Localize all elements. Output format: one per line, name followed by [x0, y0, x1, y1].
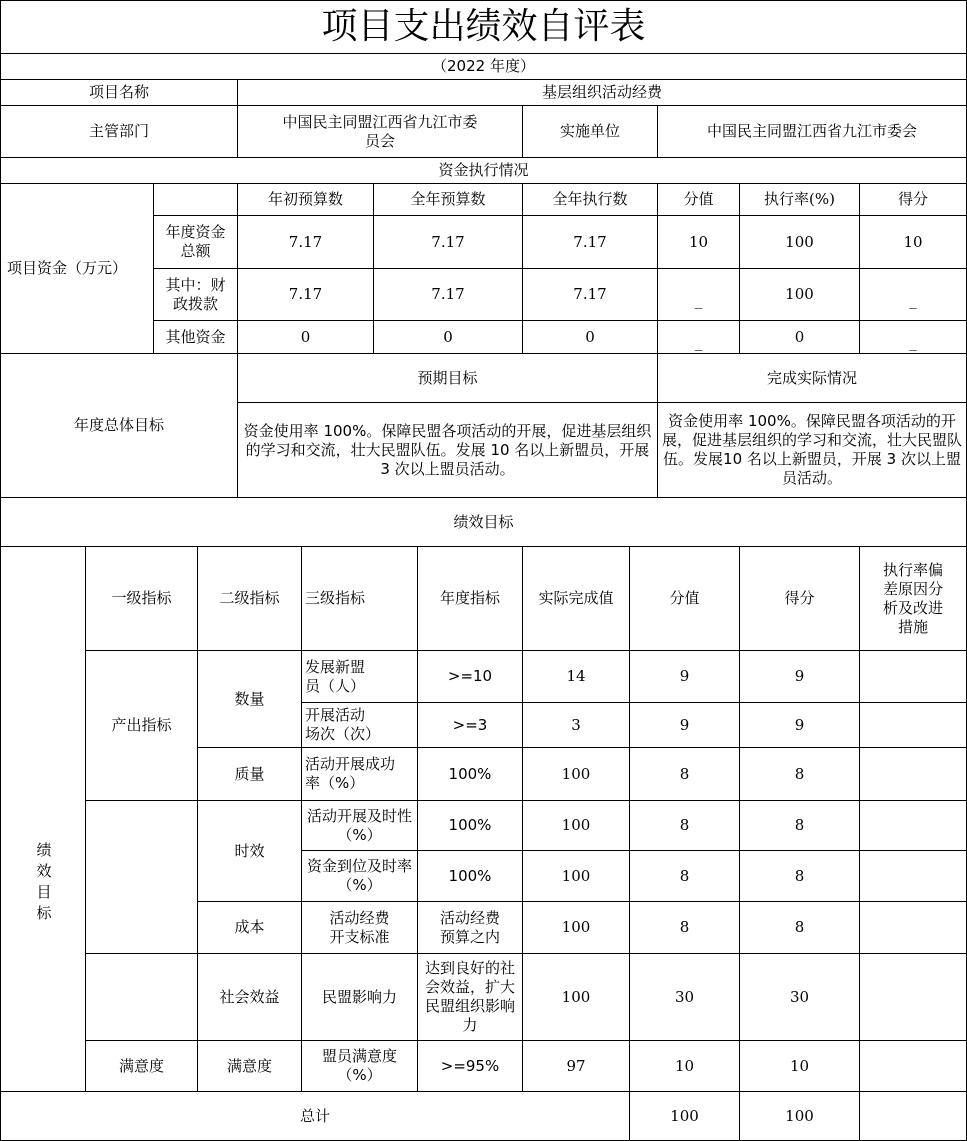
goals-expected-header — [237, 353, 658, 403]
score-value-text: 8 — [679, 764, 690, 783]
funds-header-annual-text: 全年预算数 — [410, 190, 486, 208]
funds-row-label — [0, 183, 154, 354]
actual-text: 3 — [571, 715, 581, 734]
funds-header-initial-text: 年初预算数 — [267, 190, 343, 208]
score-value-cell — [629, 1040, 740, 1092]
level3-text: 活动经费开支标准 — [329, 908, 390, 946]
score-value-text: 30 — [674, 987, 695, 1006]
funds-header-score-value-text: 分值 — [683, 190, 714, 208]
funds-section-title — [0, 157, 967, 184]
target-cell — [417, 800, 523, 851]
funds-cell-text: 7.17 — [431, 285, 465, 303]
funds-header-score-text: 得分 — [897, 190, 928, 208]
level2-text: 成本 — [234, 918, 265, 936]
level1-empty — [85, 953, 198, 1041]
level3-text: 活动开展及时性（%） — [306, 806, 412, 844]
funds-cell-executed — [522, 320, 658, 354]
funds-cell-score-value — [657, 215, 740, 269]
funds-cell-rate — [739, 268, 860, 321]
perf-header-text: 一级指标 — [111, 589, 172, 607]
goals-expected-text-content: 资金使用率 100%。保障民盟各项活动的开展，促进基层组织的学习和交流，壮大民盟队伍。发展 10 名以上新盟员，开展 3 次以上盟员活动。 — [243, 421, 652, 478]
score-value-cell — [629, 953, 740, 1041]
goals-actual-text — [657, 402, 967, 498]
perf-header-score-value — [629, 546, 740, 651]
perf-header-level2 — [197, 546, 302, 651]
perf-header-text: 分值 — [669, 589, 700, 607]
level3-cell — [301, 747, 418, 801]
level1-text: 满意度 — [118, 1056, 164, 1075]
year-label — [0, 53, 967, 80]
score-cell — [739, 650, 860, 703]
level3-text: 发展新盟员（人） — [305, 657, 366, 695]
funds-cell-text: 0 — [585, 327, 595, 346]
actual-text: 100 — [561, 987, 591, 1006]
actual-cell — [522, 901, 630, 954]
funds-header-initial — [237, 183, 374, 216]
level3-cell — [301, 702, 418, 748]
score-cell — [739, 1040, 860, 1092]
target-cell — [417, 650, 523, 703]
performance-side-label-text: 绩效目标 — [34, 842, 53, 926]
level2-timeliness — [197, 800, 302, 902]
score-value-text: 9 — [679, 715, 690, 734]
target-text: 活动经费预算之内 — [439, 908, 500, 946]
score-value-text: 8 — [679, 918, 690, 936]
level2-cost — [197, 901, 302, 954]
level3-text: 民盟影响力 — [321, 987, 397, 1006]
funds-cell-text: 7.17 — [288, 232, 323, 251]
funds-header-empty — [153, 183, 238, 216]
funds-header-executed-text: 全年执行数 — [552, 190, 628, 208]
analysis-cell[interactable] — [859, 800, 967, 851]
funds-cell-text: _ — [909, 332, 917, 351]
perf-header-analysis — [859, 546, 967, 651]
goals-expected-header-text: 预期目标 — [417, 368, 478, 387]
funds-header-annual — [373, 183, 523, 216]
score-text: 30 — [789, 987, 810, 1006]
level3-cell — [301, 850, 418, 902]
goals-actual-header — [657, 353, 967, 403]
perf-header-target — [417, 546, 523, 651]
impl-label — [522, 105, 658, 158]
funds-cell-initial — [237, 268, 374, 321]
level2-text: 数量 — [234, 689, 265, 708]
target-cell — [417, 953, 523, 1041]
funds-cell-score-value — [657, 268, 740, 321]
score-text: 8 — [794, 816, 805, 834]
total-score — [739, 1091, 860, 1141]
target-cell — [417, 850, 523, 902]
performance-section-title — [0, 497, 967, 547]
level1-text: 产出指标 — [111, 716, 172, 734]
target-cell — [417, 901, 523, 954]
perf-header-text: 实际完成值 — [538, 589, 614, 607]
impl-value-text: 中国民主同盟江西省九江市委会 — [706, 122, 917, 140]
funds-cell-text: _ — [694, 332, 703, 351]
actual-text: 100 — [561, 764, 591, 783]
total-score-text: 100 — [785, 1106, 814, 1125]
page-title-text: 项目支出绩效自评表 — [321, 6, 646, 47]
perf-header-text: 得分 — [784, 589, 815, 607]
funds-cell-rate — [739, 215, 860, 269]
level2-text: 满意度 — [226, 1056, 272, 1075]
funds-cell-text: 0 — [794, 327, 805, 346]
score-cell — [739, 850, 860, 902]
level2-text: 时效 — [234, 841, 265, 860]
funds-header-score-value — [657, 183, 740, 216]
target-text: 100% — [448, 866, 492, 885]
funds-cell-text: 7.17 — [431, 232, 465, 251]
funds-header-executed — [522, 183, 658, 216]
perf-header-text: 二级指标 — [219, 589, 280, 607]
project-name-value-text: 基层组织活动经费 — [541, 83, 662, 101]
funds-header-rate — [739, 183, 860, 216]
funds-cell-text: 10 — [903, 232, 923, 251]
level2-satisfaction — [197, 1040, 302, 1092]
project-name-label-text: 项目名称 — [88, 83, 149, 101]
level3-text: 活动开展成功率（%） — [305, 755, 396, 792]
analysis-cell[interactable] — [859, 747, 967, 801]
actual-text: 14 — [566, 667, 586, 685]
target-text: 达到良好的社会效益，扩大民盟组织影响力 — [425, 959, 516, 1034]
actual-cell — [522, 850, 630, 902]
analysis-cell[interactable] — [859, 901, 967, 954]
perf-header-score — [739, 546, 860, 651]
actual-cell — [522, 800, 630, 851]
score-text: 9 — [794, 715, 805, 734]
actual-cell — [522, 1040, 630, 1092]
funds-cell-score-value — [657, 320, 740, 354]
project-name-label — [0, 79, 238, 106]
performance-side-label — [0, 546, 86, 1092]
funds-cell-text: _ — [694, 291, 703, 309]
funds-row-label-text: 项目资金（万元） — [7, 259, 128, 277]
score-value-text: 10 — [674, 1056, 695, 1075]
score-text: 8 — [794, 918, 805, 936]
funds-cell-executed — [522, 215, 658, 269]
year-text: （2022 年度） — [432, 57, 535, 75]
score-value-cell — [629, 800, 740, 851]
funds-row-label-total — [153, 215, 238, 269]
level3-text: 资金到位及时率（%） — [306, 857, 412, 894]
actual-text: 100 — [561, 816, 591, 834]
goals-row-label-text: 年度总体目标 — [73, 416, 164, 434]
funds-cell-text: 7.17 — [573, 232, 607, 251]
score-value-cell — [629, 850, 740, 902]
perf-header-level3 — [301, 546, 418, 651]
funds-cell-annual — [373, 268, 523, 321]
score-cell — [739, 953, 860, 1041]
analysis-cell[interactable] — [859, 953, 967, 1041]
funds-cell-annual — [373, 320, 523, 354]
goals-actual-header-text: 完成实际情况 — [766, 368, 857, 387]
actual-text: 97 — [566, 1056, 586, 1075]
target-cell — [417, 747, 523, 801]
actual-text: 100 — [561, 918, 591, 936]
funds-cell-text: 0 — [443, 327, 453, 346]
funds-section-title-text: 资金执行情况 — [438, 161, 529, 179]
project-name-value — [237, 79, 967, 106]
level1-output — [85, 650, 198, 801]
score-value-cell — [629, 650, 740, 703]
funds-cell-text: 7.17 — [288, 285, 323, 303]
level3-cell — [301, 650, 418, 703]
target-text: >=3 — [452, 715, 488, 734]
perf-header-level1 — [85, 546, 198, 651]
total-score-value — [629, 1091, 740, 1141]
level2-text: 质量 — [234, 764, 265, 783]
funds-row-label-text: 年度资金总额 — [165, 223, 226, 260]
analysis-cell[interactable] — [859, 850, 967, 902]
score-value-text: 9 — [679, 667, 690, 685]
funds-cell-score — [859, 320, 967, 354]
score-value-text: 8 — [679, 866, 690, 885]
funds-row-label-other — [153, 320, 238, 354]
goals-row-label — [0, 353, 238, 498]
total-label-text: 总计 — [299, 1106, 330, 1125]
level3-cell — [301, 901, 418, 954]
score-cell — [739, 747, 860, 801]
funds-cell-score — [859, 268, 967, 321]
target-text: >=95% — [440, 1056, 500, 1075]
level3-text: 开展活动场次（次） — [305, 706, 381, 743]
performance-section-title-text: 绩效目标 — [453, 512, 514, 531]
perf-header-text: 三级指标 — [305, 589, 366, 607]
target-text: >=10 — [447, 667, 493, 685]
level2-quantity — [197, 650, 302, 748]
funds-cell-initial — [237, 320, 374, 354]
analysis-cell[interactable] — [859, 650, 967, 703]
total-analysis[interactable] — [859, 1091, 967, 1141]
score-value-cell — [629, 702, 740, 748]
score-cell — [739, 702, 860, 748]
actual-cell — [522, 702, 630, 748]
perf-header-text: 年度指标 — [439, 589, 500, 607]
analysis-cell[interactable] — [859, 1040, 967, 1092]
page-title — [0, 0, 967, 54]
level3-cell — [301, 800, 418, 851]
goals-expected-text — [237, 402, 658, 498]
funds-cell-score — [859, 215, 967, 269]
funds-header-rate-text: 执行率(%) — [764, 190, 835, 208]
score-value-text: 8 — [679, 816, 690, 834]
dept-label-text: 主管部门 — [88, 122, 149, 140]
funds-row-label-fiscal — [153, 268, 238, 321]
level3-cell — [301, 1040, 418, 1092]
funds-cell-text: 7.17 — [573, 285, 607, 303]
target-cell — [417, 702, 523, 748]
target-text: 100% — [448, 816, 492, 834]
perf-header-actual — [522, 546, 630, 651]
total-score-value-text: 100 — [670, 1106, 699, 1125]
dept-value-text: 中国民主同盟江西省九江市委员会 — [282, 112, 478, 150]
total-label — [0, 1091, 630, 1141]
score-text: 8 — [794, 764, 805, 783]
level2-text: 社会效益 — [219, 987, 280, 1006]
score-value-cell — [629, 901, 740, 954]
score-text: 9 — [794, 667, 805, 685]
funds-cell-annual — [373, 215, 523, 269]
funds-header-score — [859, 183, 967, 216]
funds-cell-text: 100 — [785, 285, 814, 303]
funds-cell-initial — [237, 215, 374, 269]
score-cell — [739, 901, 860, 954]
impl-value — [657, 105, 967, 158]
score-text: 8 — [794, 866, 805, 885]
level3-text: 盟员满意度（%） — [322, 1047, 398, 1084]
funds-cell-text: _ — [909, 291, 917, 309]
actual-text: 100 — [561, 866, 591, 885]
funds-cell-text: 100 — [785, 232, 814, 251]
funds-cell-text: 10 — [688, 232, 709, 251]
level2-social-benefit — [197, 953, 302, 1041]
target-cell — [417, 1040, 523, 1092]
funds-row-label-text: 其中：财政拨款 — [165, 275, 226, 313]
goals-actual-text-content: 资金使用率 100%。保障民盟各项活动的开展，促进基层组织的学习和交流，壮大民盟队伍。发展10 名以上新盟员，开展 3 次以上盟员活动。 — [661, 412, 962, 487]
level1-empty — [85, 800, 198, 954]
score-text: 10 — [789, 1056, 810, 1075]
score-cell — [739, 800, 860, 851]
analysis-cell[interactable] — [859, 702, 967, 748]
funds-cell-rate — [739, 320, 860, 354]
actual-cell — [522, 650, 630, 703]
dept-label — [0, 105, 238, 158]
impl-label-text: 实施单位 — [559, 122, 620, 140]
funds-cell-text: 0 — [300, 327, 311, 346]
actual-cell — [522, 953, 630, 1041]
target-text: 100% — [448, 764, 492, 783]
funds-cell-executed — [522, 268, 658, 321]
level3-cell — [301, 953, 418, 1041]
funds-row-label-text: 其他资金 — [165, 327, 226, 346]
level1-satisfaction — [85, 1040, 198, 1092]
actual-cell — [522, 747, 630, 801]
perf-header-text: 执行率偏差原因分析及改进措施 — [882, 560, 943, 636]
dept-value — [237, 105, 523, 158]
score-value-cell — [629, 747, 740, 801]
level2-quality — [197, 747, 302, 801]
